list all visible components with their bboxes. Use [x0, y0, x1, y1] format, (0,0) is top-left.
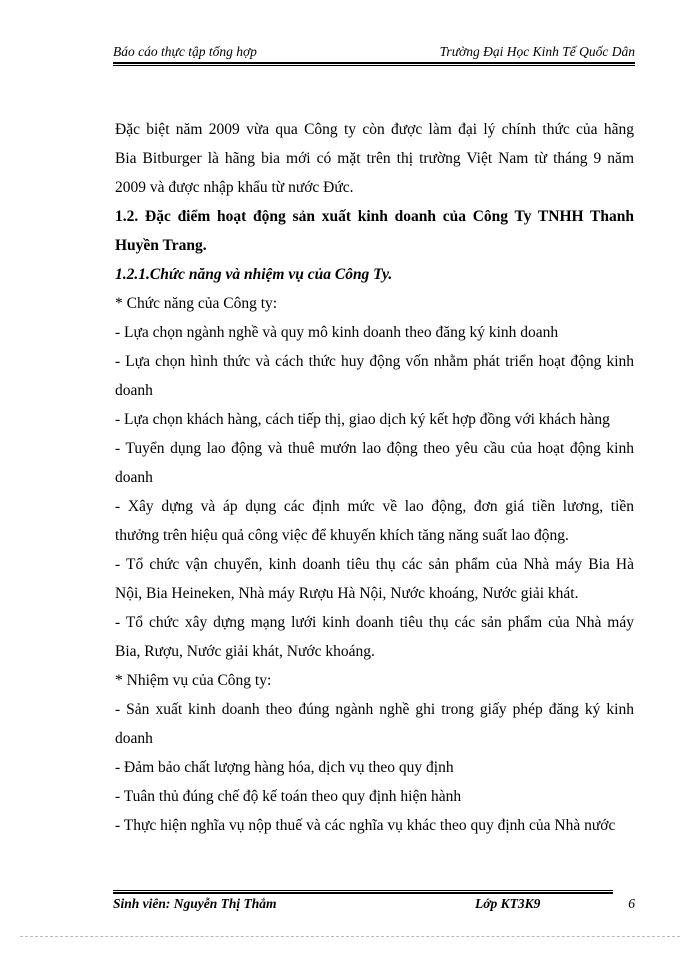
paragraph-line: 2009 và được nhập khẩu từ nước Đức. — [115, 179, 354, 196]
section-heading: 1.2. Đặc điểm hoạt động sản xuất kinh doanh của Công Ty TNHH Thanh — [115, 208, 634, 225]
list-item: - Lựa chọn ngành nghề và quy mô kinh doanh theo đăng ký kinh doanh — [115, 324, 559, 341]
page-number: 6 — [628, 896, 635, 911]
list-item: - Tuyển dụng lao động và thuê mướn lao động theo yêu cầu của hoạt động kinh — [115, 440, 634, 457]
list-item-cont: Nội, Bia Heineken, Nhà máy Rượu Hà Nội, Nước khoáng, Nước giải khát. — [115, 585, 579, 602]
paragraph-line: Đặc biệt năm 2009 vừa qua Công ty còn được làm đại lý chính thức của hãng — [115, 121, 634, 138]
section-heading: Huyền Trang. — [115, 237, 207, 254]
header-report-title: Báo cáo thực tập tổng hợp — [113, 44, 257, 59]
page-header — [113, 42, 635, 64]
header-university: Trường Đại Học Kinh Tế Quốc Dân — [439, 44, 635, 59]
footer-class: Lớp KT3K9 — [475, 896, 541, 911]
list-item: - Sản xuất kinh doanh theo đúng ngành nghề ghi trong giấy phép đăng ký kinh — [115, 701, 634, 718]
list-item-cont: thưởng trên hiệu quả công việc để khuyến khích tăng năng suất lao động. — [115, 527, 569, 544]
footer-student-name: Sinh viên: Nguyễn Thị Thắm — [113, 896, 277, 911]
list-item: - Xây dựng và áp dụng các định mức về lao động, đơn giá tiền lương, tiền — [115, 498, 634, 515]
functions-title: * Chức năng của Công ty: — [115, 295, 278, 312]
list-item-cont: doanh — [115, 469, 153, 486]
page-footer — [113, 890, 635, 916]
list-item-cont: doanh — [115, 382, 153, 399]
duties-title: * Nhiệm vụ của Công ty: — [115, 672, 272, 689]
list-item-cont: doanh — [115, 730, 153, 747]
list-item: - Tổ chức vận chuyển, kinh doanh tiêu thụ các sản phẩm của Nhà máy Bia Hà — [115, 556, 634, 573]
list-item: - Đảm bảo chất lượng hàng hóa, dịch vụ theo quy định — [115, 759, 454, 776]
page-content — [115, 115, 634, 840]
subsection-heading: 1.2.1.Chức năng và nhiệm vụ của Công Ty. — [115, 266, 393, 283]
list-item-cont: Bia, Rượu, Nước giải khát, Nước khoáng. — [115, 643, 375, 660]
list-item: - Lựa chọn khách hàng, cách tiếp thị, giao dịch ký kết hợp đồng với khách hàng — [115, 411, 610, 428]
list-item: - Tuân thủ đúng chế độ kế toán theo quy định hiện hành — [115, 788, 462, 805]
list-item: - Tổ chức xây dựng mạng lưới kinh doanh tiêu thụ các sản phẩm của Nhà máy — [115, 614, 634, 631]
list-item: - Lựa chọn hình thức và cách thức huy động vốn nhằm phát triển hoạt động kinh — [115, 353, 634, 370]
list-item: - Thực hiện nghĩa vụ nộp thuế và các nghĩa vụ khác theo quy định của Nhà nước — [115, 817, 616, 834]
paragraph-line: Bia Bitburger là hãng bia mới có mặt trên thị trường Việt Nam từ tháng 9 năm — [115, 150, 634, 167]
footer-rule — [113, 890, 613, 894]
header-rule — [113, 62, 635, 66]
page-break-divider — [20, 936, 680, 937]
